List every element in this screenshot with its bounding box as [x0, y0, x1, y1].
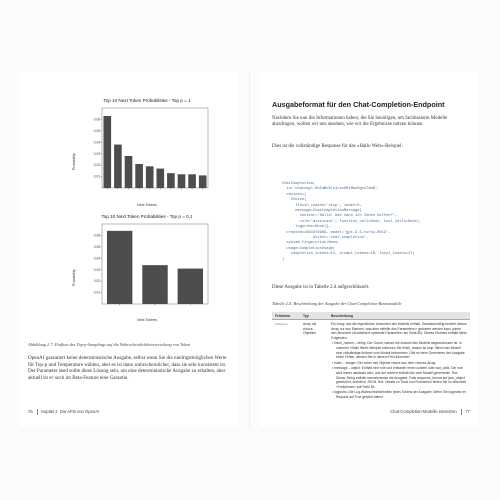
bar	[114, 145, 122, 188]
bullet-logprobs: • logprobs: Die Log-Wahrscheinlichkeiten jedes Tokens der Ausgabe. Wenn Sie logprobs im Request auf True gesetzt haben.	[332, 390, 466, 399]
page-gutter	[249, 72, 250, 427]
description-table	[272, 312, 470, 402]
cell-description	[328, 320, 470, 402]
y-tick-label: 0.01	[93, 174, 100, 179]
chart-y-label: Probability	[72, 269, 76, 286]
bar	[178, 174, 186, 188]
chart-plot-area	[90, 106, 210, 198]
bar	[107, 231, 132, 304]
bar	[167, 173, 175, 188]
chart-plot-area	[90, 222, 210, 314]
y-tick-label: 0.03	[93, 151, 100, 156]
body-paragraph: OpenAI garantiert keine deterministische Ausgabe, selbst wenn Sie die niedrigstmöglichen Werte für Top-p und Temperature wählen, aber es ist dann wahrscheinlicher, dass sie sehr konsistent ist. Der Parameter seed sollte diese Lösung sein, um eine deterministische Ausgabe zu erhalten, aber aktuell ist er noch im Beta-Feature eine Garantie.	[28, 355, 227, 381]
chapter-title: Die APIs von OpenAI	[59, 409, 100, 415]
bar	[125, 156, 133, 188]
chart-x-label: Next Tokens	[137, 318, 157, 322]
reference-paragraph: Diese Ausgabe ist in Tabelle 2.4 aufgeschlüsselt.	[272, 285, 370, 290]
description-intro: Ein Array, das die eigentlichen Antworten des Modells enthält. Standardmäßig besteht dieses Array nur aus Element, was aber mithilfe des Parameters n geändert werden kann (siehe den Abschnitt »Zusätzliche optionale Parameter« auf Seite 80). Dieses Element enthält diese Folgenden:	[331, 322, 467, 340]
bar	[135, 164, 143, 188]
table-row	[272, 320, 470, 402]
bar	[156, 169, 164, 188]
chart-top-p-0-1	[72, 214, 212, 324]
page-footer-left	[28, 409, 99, 415]
y-tick-label: 0.03	[93, 267, 100, 272]
chapter-title: Chat-Completion-Modelle einsetzen	[390, 409, 457, 415]
bar	[146, 166, 154, 188]
chart-y-label: Probability	[72, 153, 76, 170]
right-page	[260, 72, 478, 427]
y-tick-label: 0.06	[93, 233, 100, 238]
chart-top-p-1	[72, 98, 212, 208]
chart-title: Top 10 Next Token Probabilities - Top p = 1	[103, 98, 191, 103]
y-tick-label: 0.02	[93, 163, 100, 168]
y-tick-label: 0.01	[93, 290, 100, 295]
y-tick-label: 0.05	[93, 128, 100, 133]
table-caption: Tabelle 2.4: Beschreibung der Ausgabe der Chat-Completion-Basismodelle	[272, 301, 402, 306]
bar	[103, 116, 111, 188]
table-header-row	[272, 312, 470, 320]
intro-paragraph: Nachdem Sie nun die Informationen haben, die Sie benötigen, um fachbasierte Modelle abzufragen, wollen wir uns ansehen, wie wir die Ergebnisse nutzen können.	[272, 116, 448, 128]
header-type: Typ	[300, 312, 328, 320]
chart-title: Top 10 Next Token Probabilities - Top p = 0.1	[101, 214, 193, 219]
left-page	[20, 72, 238, 427]
y-tick-label: 0.02	[93, 279, 100, 284]
bar	[142, 265, 167, 304]
bar	[178, 269, 203, 304]
page-footer-right	[390, 409, 470, 415]
chart-x-label: Next Tokens	[137, 203, 157, 207]
code-listing: ChatCompletion( id='chatcmpl-8uIaBnXlnjLaxDBtMwzHgn47dmB', choices=[ Choice( finish_reason='stop', index=0, message=ChatCompletionMessage( content='Hallo! Wie kann ich Ihnen helfen?', role='assistant', function_call=None, tool_calls=None), logprobs=None)], created=1691676969, model='gpt-3.5-turbo-0613', object='chat.completion', system_fingerprint=None, usage=CompletionUsage( completion_tokens=11, prompt_tokens=16, total_tokens=27) )	[282, 182, 422, 262]
y-tick-label: 0.06	[93, 117, 100, 122]
y-tick-label: 0.05	[93, 244, 100, 249]
header-description: Beschreibung	[328, 312, 470, 320]
bar	[188, 174, 196, 188]
page-number: 76	[28, 409, 33, 415]
page-number: 77	[465, 409, 470, 415]
bullet-finish-reason: • finish_reason – string: Der Grund, warum die Antwort des Modells abgeschlossen ist. In unserem »Hallo Welt«-Beispiel erkennen Sie finish_reason ist stop. Wenn das Modell eine vollständige Antwort vom Modell bekommen. Gibt es beim Generieren der Ausgabe einen Fehler, werden Sie in diesem Feld informiert.	[332, 341, 465, 360]
bullet-message: • message – object: Enthält eine role und entweder einen content oder tool_calls. Die role wird immer assistant sein, und der content enthält den vom Modell generierten Text. Dieser String enthält normalerweise die Ausgabe. Falls response_format auf json_object gesetzt ist, enthält er JSON-Text. Details zu Tools und Funktionen finden Sie im Abschnitt »Funktionen« auf Seite 84.	[332, 366, 467, 389]
y-tick-label: 0.04	[93, 140, 100, 145]
y-tick-label: 0.04	[93, 256, 100, 261]
cell-type: Array mit choice-Objekten	[303, 322, 317, 336]
header-field: Feldname	[272, 312, 300, 320]
bullet-index: • index – integer: Der Index des Objekts choice aus dem choices-Array.	[332, 360, 436, 365]
lead-paragraph: Dies ist die vollständige Response für das »Hallo Welt«-Beispiel:	[272, 144, 403, 149]
bar	[199, 175, 207, 188]
chapter-label: Kapitel 2	[41, 409, 58, 415]
figure-caption: Abbildung 2.7: Einfluss des Top-p-Samplings auf die Wahrscheinlichkeitsverteilung von Token	[28, 342, 191, 347]
cell-field: choices	[275, 322, 288, 326]
section-heading: Ausgabeformat für den Chat-Completion-Endpoint	[272, 100, 445, 109]
